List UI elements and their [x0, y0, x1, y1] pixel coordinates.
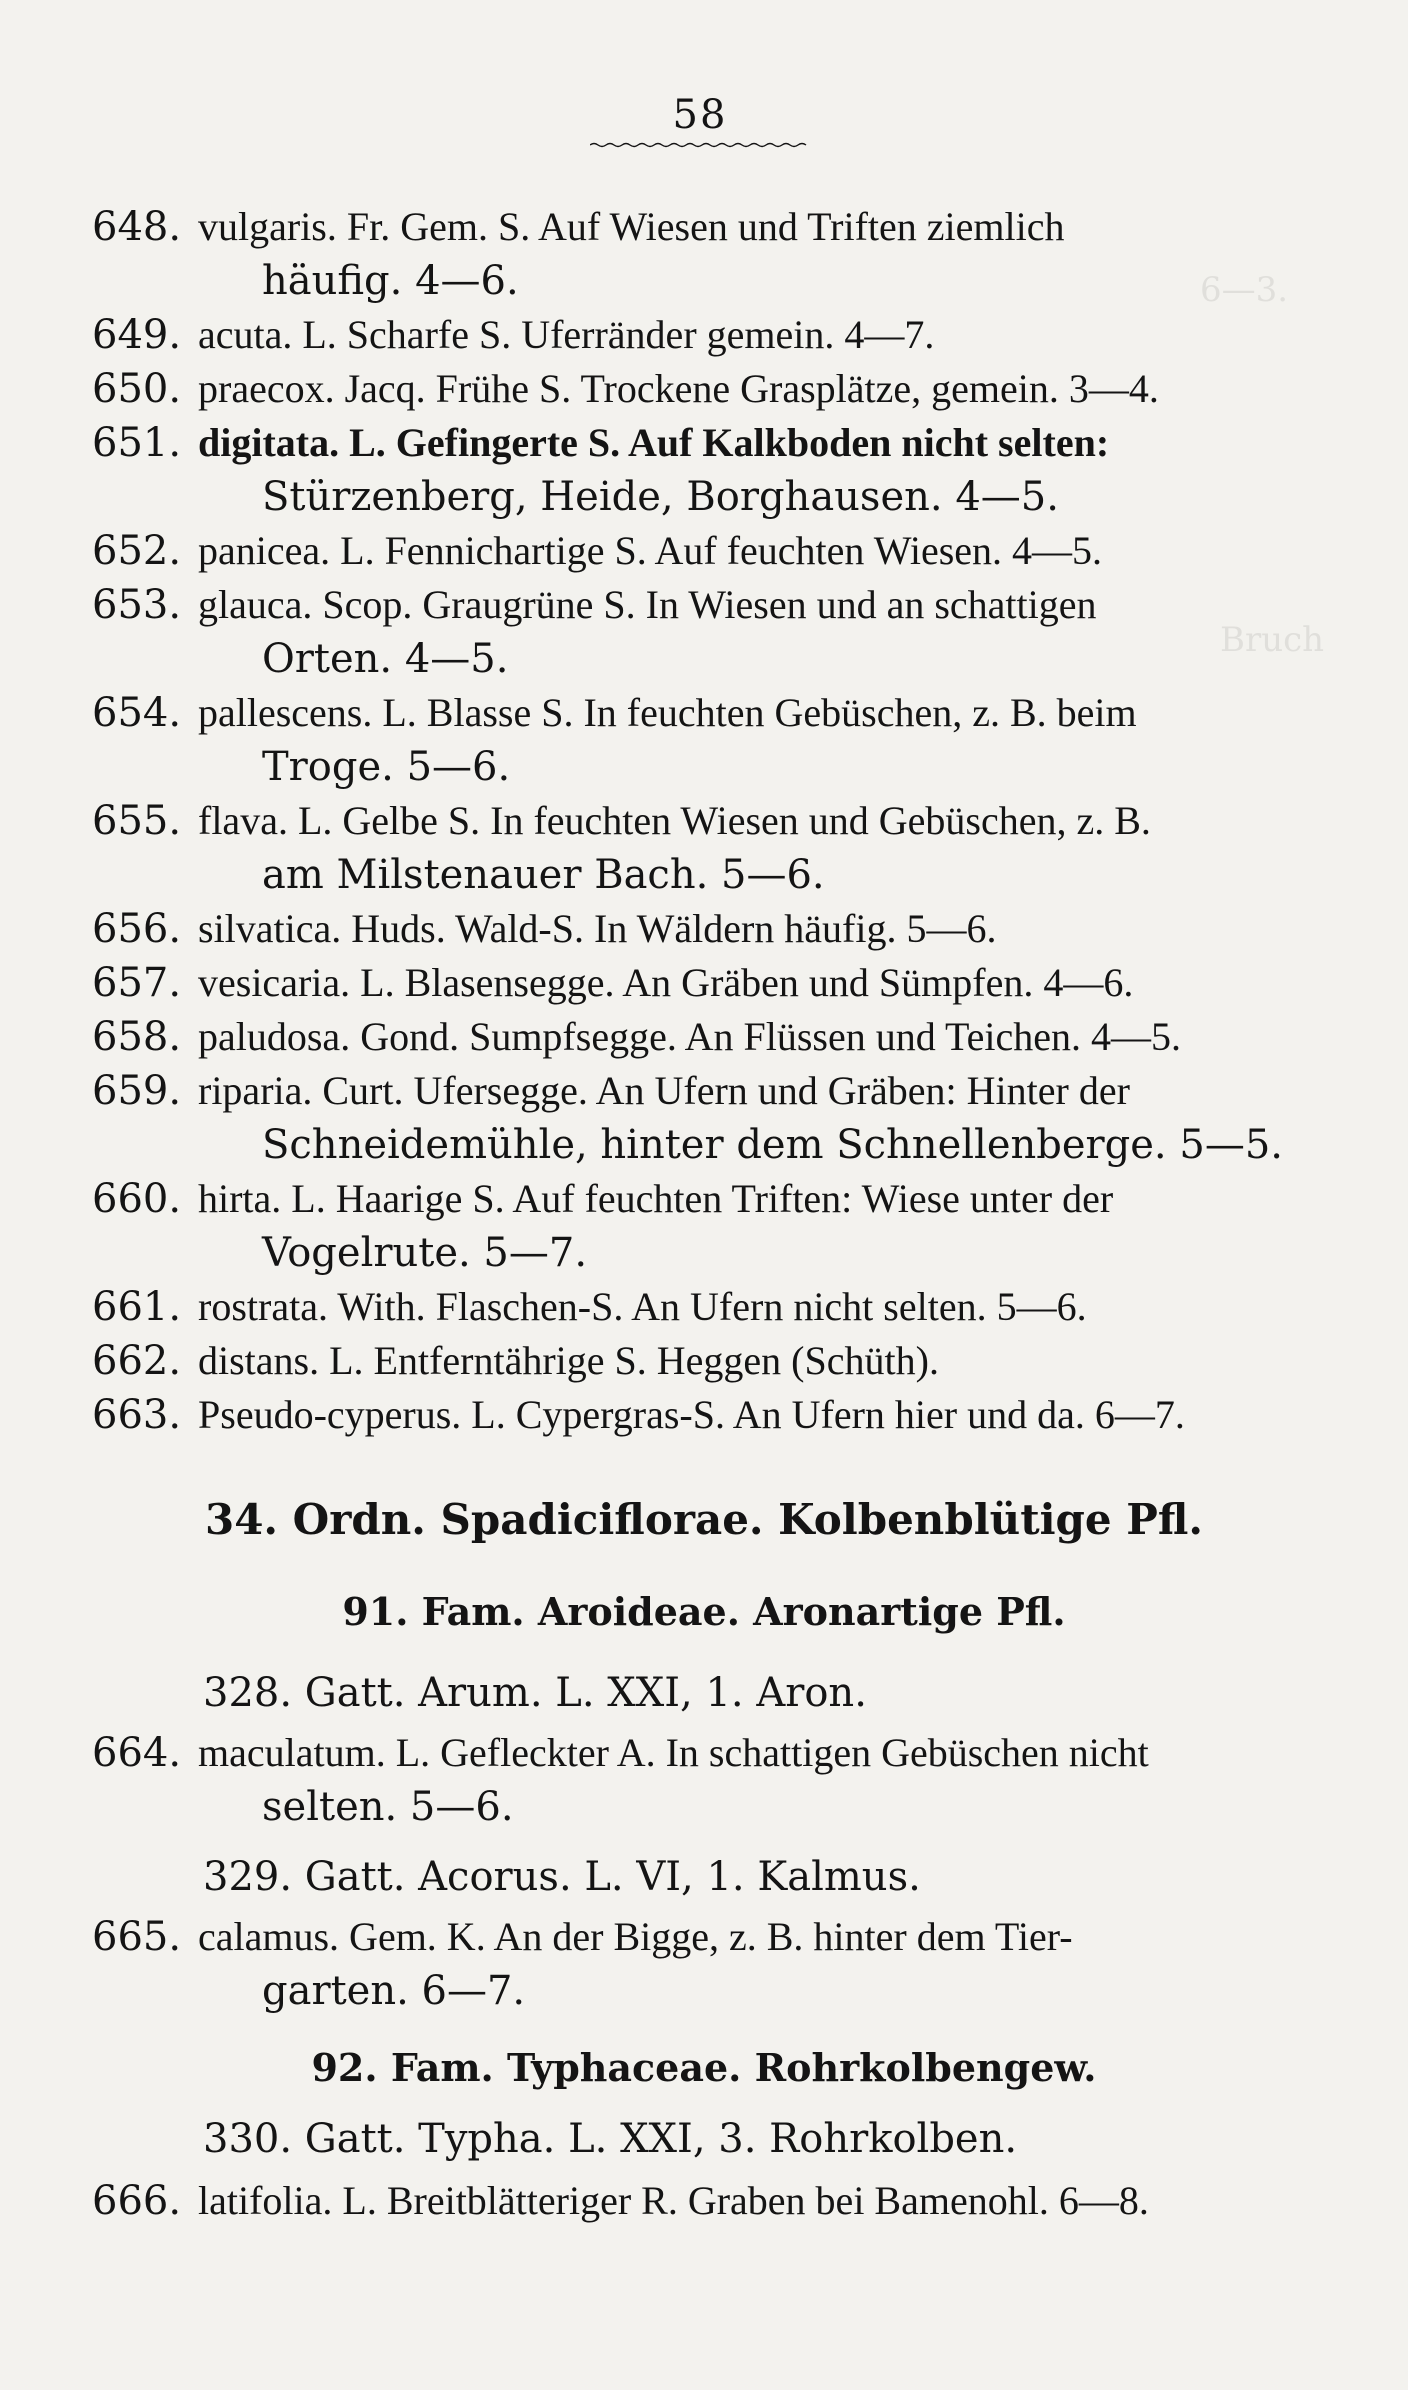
entry-row: [0, 1010, 1408, 1064]
genus-text: 329. Gatt. Acorus. L. VI, 1. Kalmus.: [203, 1854, 921, 1900]
entry-666: [0, 2174, 1408, 2228]
genus-line-typha: [0, 2112, 1408, 2166]
entry-number: 652.: [92, 528, 182, 574]
entry-text: silvatica. Huds. Wald-S. In Wäldern häufig. 5—6.: [198, 906, 997, 951]
entry-text: rostrata. With. Flaschen-S. An Ufern nicht selten. 5—6.: [198, 1284, 1087, 1329]
entry-row: [0, 902, 1408, 956]
show-through-text: Bruch: [1220, 620, 1325, 660]
entry-text: pallescens. L. Blasse S. In feuchten Gebüschen, z. B. beim: [198, 690, 1137, 735]
entry-text: paludosa. Gond. Sumpfsegge. An Flüssen und Teichen. 4—5.: [198, 1014, 1182, 1059]
entry-text: acuta. L. Scharfe S. Uferränder gemein. 4—7.: [198, 312, 935, 357]
entry-row: [0, 1172, 1408, 1226]
entry-row: [0, 362, 1408, 416]
entry-continuation: [0, 470, 1408, 524]
entry-text: panicea. L. Fennichartige S. Auf feuchten Wiesen. 4—5.: [198, 528, 1103, 573]
entry-text: maculatum. L. Gefleckter A. In schattigen Gebüschen nicht: [198, 1730, 1149, 1775]
entry-664: [0, 1726, 1408, 1780]
entry-row: [0, 416, 1408, 470]
genus-text: 330. Gatt. Typha. L. XXI, 3. Rohrkolben.: [203, 2116, 1018, 2162]
entry-continuation-text: am Milstenauer Bach. 5—6.: [262, 852, 825, 898]
entry-number: 654.: [92, 690, 182, 736]
entry-text: distans. L. Entferntährige S. Heggen (Schüth).: [198, 1338, 939, 1383]
show-through-text: 6—3.: [1200, 270, 1289, 310]
entry-number: 650.: [92, 366, 182, 412]
entry-continuation-text: Troge. 5—6.: [262, 744, 511, 790]
entry-text: praecox. Jacq. Frühe S. Trockene Grasplätze, gemein. 3—4.: [198, 366, 1159, 411]
entry-text: flava. L. Gelbe S. In feuchten Wiesen und Gebüschen, z. B.: [198, 798, 1151, 843]
entry-text: hirta. L. Haarige S. Auf feuchten Triften: Wiese unter der: [198, 1176, 1114, 1221]
entry-number: 648.: [92, 204, 182, 250]
entry-665: [0, 1910, 1408, 1964]
entry-number: 659.: [92, 1068, 182, 1114]
entry-row: [0, 524, 1408, 578]
entry-row: [0, 1064, 1408, 1118]
genus-line-acorus: [0, 1850, 1408, 1904]
entry-row: [0, 686, 1408, 740]
entry-continuation: [0, 254, 1408, 308]
entry-number: 664.: [92, 1730, 182, 1776]
entry-number: 661.: [92, 1284, 182, 1330]
entry-continuation: [0, 848, 1408, 902]
entry-number: 665.: [92, 1914, 182, 1960]
entry-665-continuation: [0, 1964, 1408, 2018]
entry-text: vesicaria. L. Blasensegge. An Gräben und Sümpfen. 4—6.: [198, 960, 1134, 1005]
page-number-underline: [590, 142, 808, 148]
entry-continuation-text: Stürzenberg, Heide, Borghausen. 4—5.: [262, 474, 1059, 520]
entry-number: 651.: [92, 420, 182, 466]
entry-continuation-text: Orten. 4—5.: [262, 636, 509, 682]
family-heading-aroideae: 91. Fam. Aroideae. Aronartige Pfl.: [342, 1589, 1066, 1634]
entry-text: Pseudo-cyperus. L. Cypergras-S. An Ufern hier und da. 6—7.: [198, 1392, 1185, 1437]
entry-number: 653.: [92, 582, 182, 628]
entry-number: 649.: [92, 312, 182, 358]
entry-continuation: [0, 1226, 1408, 1280]
entry-continuation-text: selten. 5—6.: [262, 1784, 514, 1830]
entry-number: 658.: [92, 1014, 182, 1060]
entry-row: [0, 1334, 1408, 1388]
entry-row: [0, 200, 1408, 254]
family-heading-typhaceae: 92. Fam. Typhaceae. Rohrkolbengew.: [311, 2045, 1097, 2090]
entry-continuation: [0, 632, 1408, 686]
entry-number: 662.: [92, 1338, 182, 1384]
entry-row: [0, 794, 1408, 848]
entry-row: [0, 308, 1408, 362]
entry-text: glauca. Scop. Graugrüne S. In Wiesen und an schattigen: [198, 582, 1097, 627]
entry-continuation-text: Vogelrute. 5—7.: [262, 1230, 588, 1276]
entry-row: [0, 956, 1408, 1010]
entry-number: 666.: [92, 2178, 182, 2224]
entry-continuation-text: garten. 6—7.: [262, 1968, 526, 2014]
order-heading: 34. Ordn. Spadiciflorae. Kolbenblütige Pfl.: [204, 1495, 1203, 1544]
entry-row: [0, 578, 1408, 632]
entry-number: 660.: [92, 1176, 182, 1222]
entry-number: 655.: [92, 798, 182, 844]
entry-row: [0, 1388, 1408, 1442]
genus-text: 328. Gatt. Arum. L. XXI, 1. Aron.: [203, 1670, 867, 1716]
entry-number: 656.: [92, 906, 182, 952]
entry-text: latifolia. L. Breitblätteriger R. Graben bei Bamenohl. 6—8.: [198, 2178, 1149, 2223]
entry-number: 663.: [92, 1392, 182, 1438]
entry-text: calamus. Gem. K. An der Bigge, z. B. hinter dem Tier-: [198, 1914, 1073, 1959]
page-number: 58: [672, 92, 728, 138]
genus-line-arum: [0, 1666, 1408, 1720]
entry-row: [0, 1280, 1408, 1334]
entry-continuation: [0, 740, 1408, 794]
entry-text: riparia. Curt. Ufersegge. An Ufern und Gräben: Hinter der: [198, 1068, 1130, 1113]
entry-continuation-text: häufig. 4—6.: [262, 258, 519, 304]
entry-continuation-text: Schneidemühle, hinter dem Schnellenberge. 5—5.: [262, 1122, 1283, 1168]
entry-text: vulgaris. Fr. Gem. S. Auf Wiesen und Triften ziemlich: [198, 204, 1065, 249]
entry-number: 657.: [92, 960, 182, 1006]
entry-continuation: [0, 1118, 1408, 1172]
entry-text: digitata. L. Gefingerte S. Auf Kalkboden nicht selten:: [198, 420, 1110, 465]
entry-664-continuation: [0, 1780, 1408, 1834]
